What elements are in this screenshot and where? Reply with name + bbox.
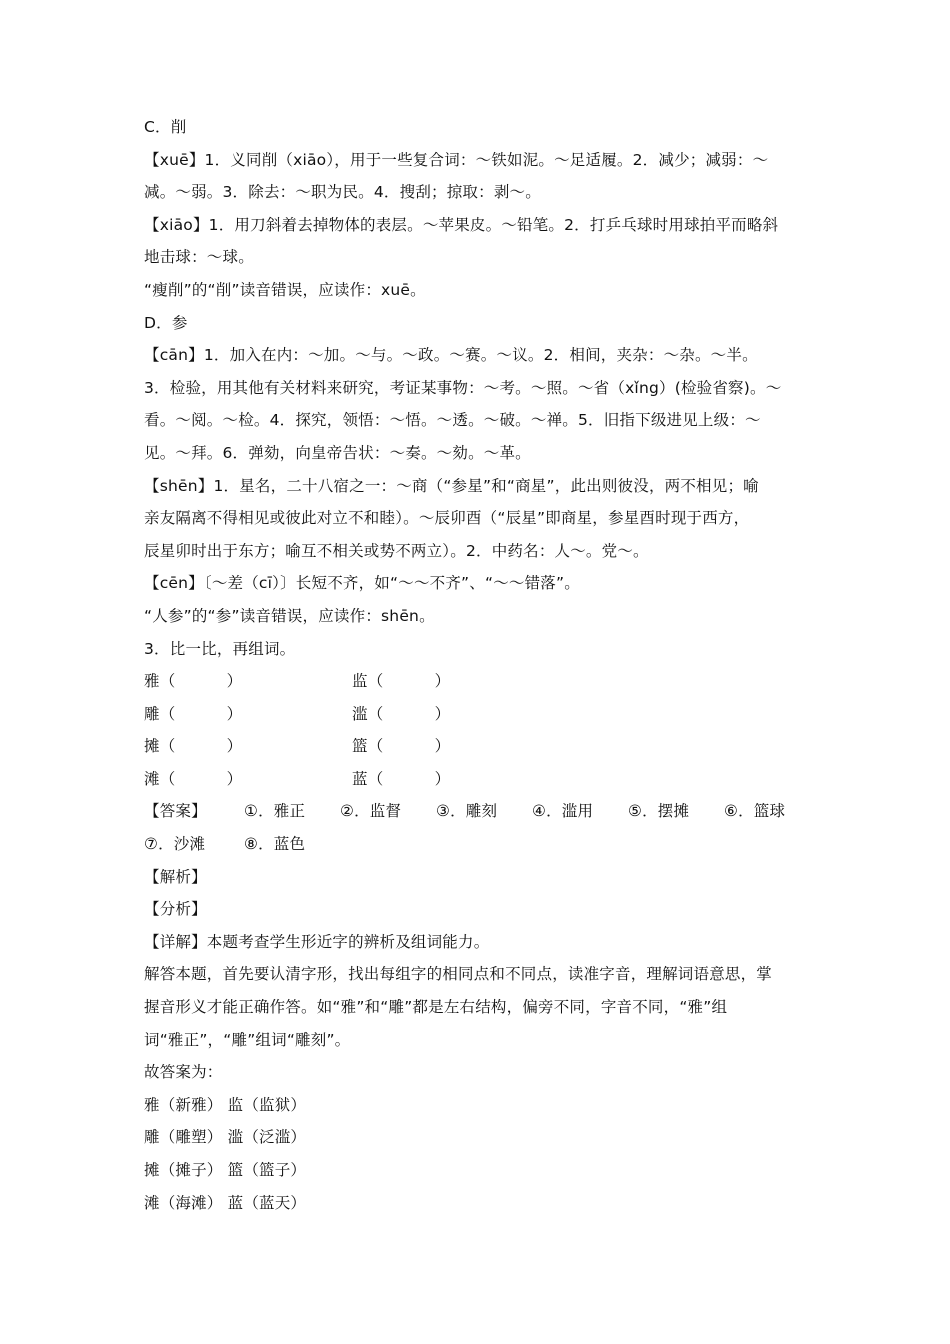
document-content xyxy=(144,111,824,1219)
cen-definition-line: 【cēn】〔～差（cī）〕长短不齐，如“～～不齐”、“～～错落”。 xyxy=(144,574,580,593)
fenxi-label: 【分析】 xyxy=(144,900,207,919)
compare-right: 蓝（ ） xyxy=(352,769,451,788)
shen-definition-line-2: 亲友隔离不得相见或彼此对立不和睦）。～辰卯酉（“辰星”即商星，参星酉时现于西方， xyxy=(144,509,750,528)
detail-line-1: 【详解】本题考查学生形近字的辨析及组词能力。 xyxy=(144,932,490,951)
answer-item: ⑤．摆摊 xyxy=(628,802,690,821)
answer-item: ③．雕刻 xyxy=(436,802,498,821)
can-definition-line-1: 【cān】1．加入在内：～加。～与。～政。～赛。～议。2．相间，夹杂：～杂。～半。 xyxy=(144,346,758,365)
xiao-definition-line-1: 【xiāo】1．用刀斜着去掉物体的表层。～苹果皮。～铅笔。2．打乒乓球时用球拍平而略斜 xyxy=(144,215,779,234)
can-definition-line-2: 3．检验，用其他有关材料来研究，考证某事物：～考。～照。～省（xǐng）(检验省察)。～ xyxy=(144,378,782,397)
detail-line-2: 解答本题，首先要认清字形，找出每组字的相同点和不同点，读准字音，理解词语意思，掌 xyxy=(144,965,773,984)
shen-definition-line-3: 辰星卯时出于东方；喻互不相关或势不两立）。2．中药名：人～。党～。 xyxy=(144,541,649,560)
compare-left: 滩（ ） xyxy=(144,769,243,788)
compare-row xyxy=(144,698,824,731)
compare-right: 滥（ ） xyxy=(352,704,451,723)
compare-left: 雅（ ） xyxy=(144,672,243,691)
answer-row-2 xyxy=(144,828,824,861)
final-answer-row: 滩（海滩） 蓝（蓝天） xyxy=(144,1193,307,1212)
answer-intro: 故答案为： xyxy=(144,1063,223,1082)
compare-left: 摊（ ） xyxy=(144,737,243,756)
xue-definition-line-2: 减。～弱。3．除去：～职为民。4．搜刮；掠取：剥～。 xyxy=(144,183,541,202)
final-answer-row: 摊（摊子） 篮（篮子） xyxy=(144,1161,307,1179)
xiao-definition-line-2: 地击球：～球。 xyxy=(144,248,254,267)
question-3-heading: 3．比一比，再组词。 xyxy=(144,639,296,658)
compare-row xyxy=(144,763,824,796)
detail-line-4: 词“雅正”，“雕”组词“雕刻”。 xyxy=(144,1030,351,1049)
answer-item: ⑧．蓝色 xyxy=(244,835,306,854)
option-c-heading: C．削 xyxy=(144,118,187,136)
answer-item: ⑦．沙滩 xyxy=(144,835,206,854)
option-d-heading: D．参 xyxy=(144,313,188,332)
final-answer-row: 雕（雕塑） 滥（泛滥） xyxy=(144,1128,307,1147)
shen-definition-line-1: 【shēn】1．星名，二十八宿之一：～商（“参星”和“商星”，此出则彼没，两不相见；喻 xyxy=(144,476,759,495)
option-c-conclusion: “瘦削”的“削”读音错误，应读作：xuē。 xyxy=(144,280,426,299)
analysis-label: 【解析】 xyxy=(144,867,207,886)
compare-right: 篮（ ） xyxy=(352,737,451,756)
answer-item: ④．滥用 xyxy=(532,802,594,821)
can-definition-line-4: 见。～拜。6．弹劾，向皇帝告状：～奏。～劾。～革。 xyxy=(144,443,531,462)
compare-row xyxy=(144,730,824,763)
answer-item: ①．雅正 xyxy=(244,802,306,821)
answer-item: ⑥．篮球 xyxy=(724,802,786,821)
compare-row xyxy=(144,665,824,698)
answer-label: 【答案】 xyxy=(144,802,207,821)
compare-left: 雕（ ） xyxy=(144,704,243,723)
compare-right: 监（ ） xyxy=(352,672,451,691)
answer-row xyxy=(144,795,824,828)
detail-line-3: 握音形义才能正确作答。如“雅”和“雕”都是左右结构，偏旁不同，字音不同，“雅”组 xyxy=(144,998,728,1017)
can-definition-line-3: 看。～阅。～检。4．探究，领悟：～悟。～透。～破。～禅。5．旧指下级进见上级：～ xyxy=(144,411,761,430)
answer-item: ②．监督 xyxy=(340,802,402,821)
xue-definition-line-1: 【xuē】1．义同削（xiāo），用于一些复合词：～铁如泥。～足适履。2．减少；减弱：～ xyxy=(144,150,769,169)
final-answer-row: 雅（新雅） 监（监狱） xyxy=(144,1095,307,1114)
option-d-conclusion: “人参”的“参”读音错误，应读作：shēn。 xyxy=(144,606,435,625)
